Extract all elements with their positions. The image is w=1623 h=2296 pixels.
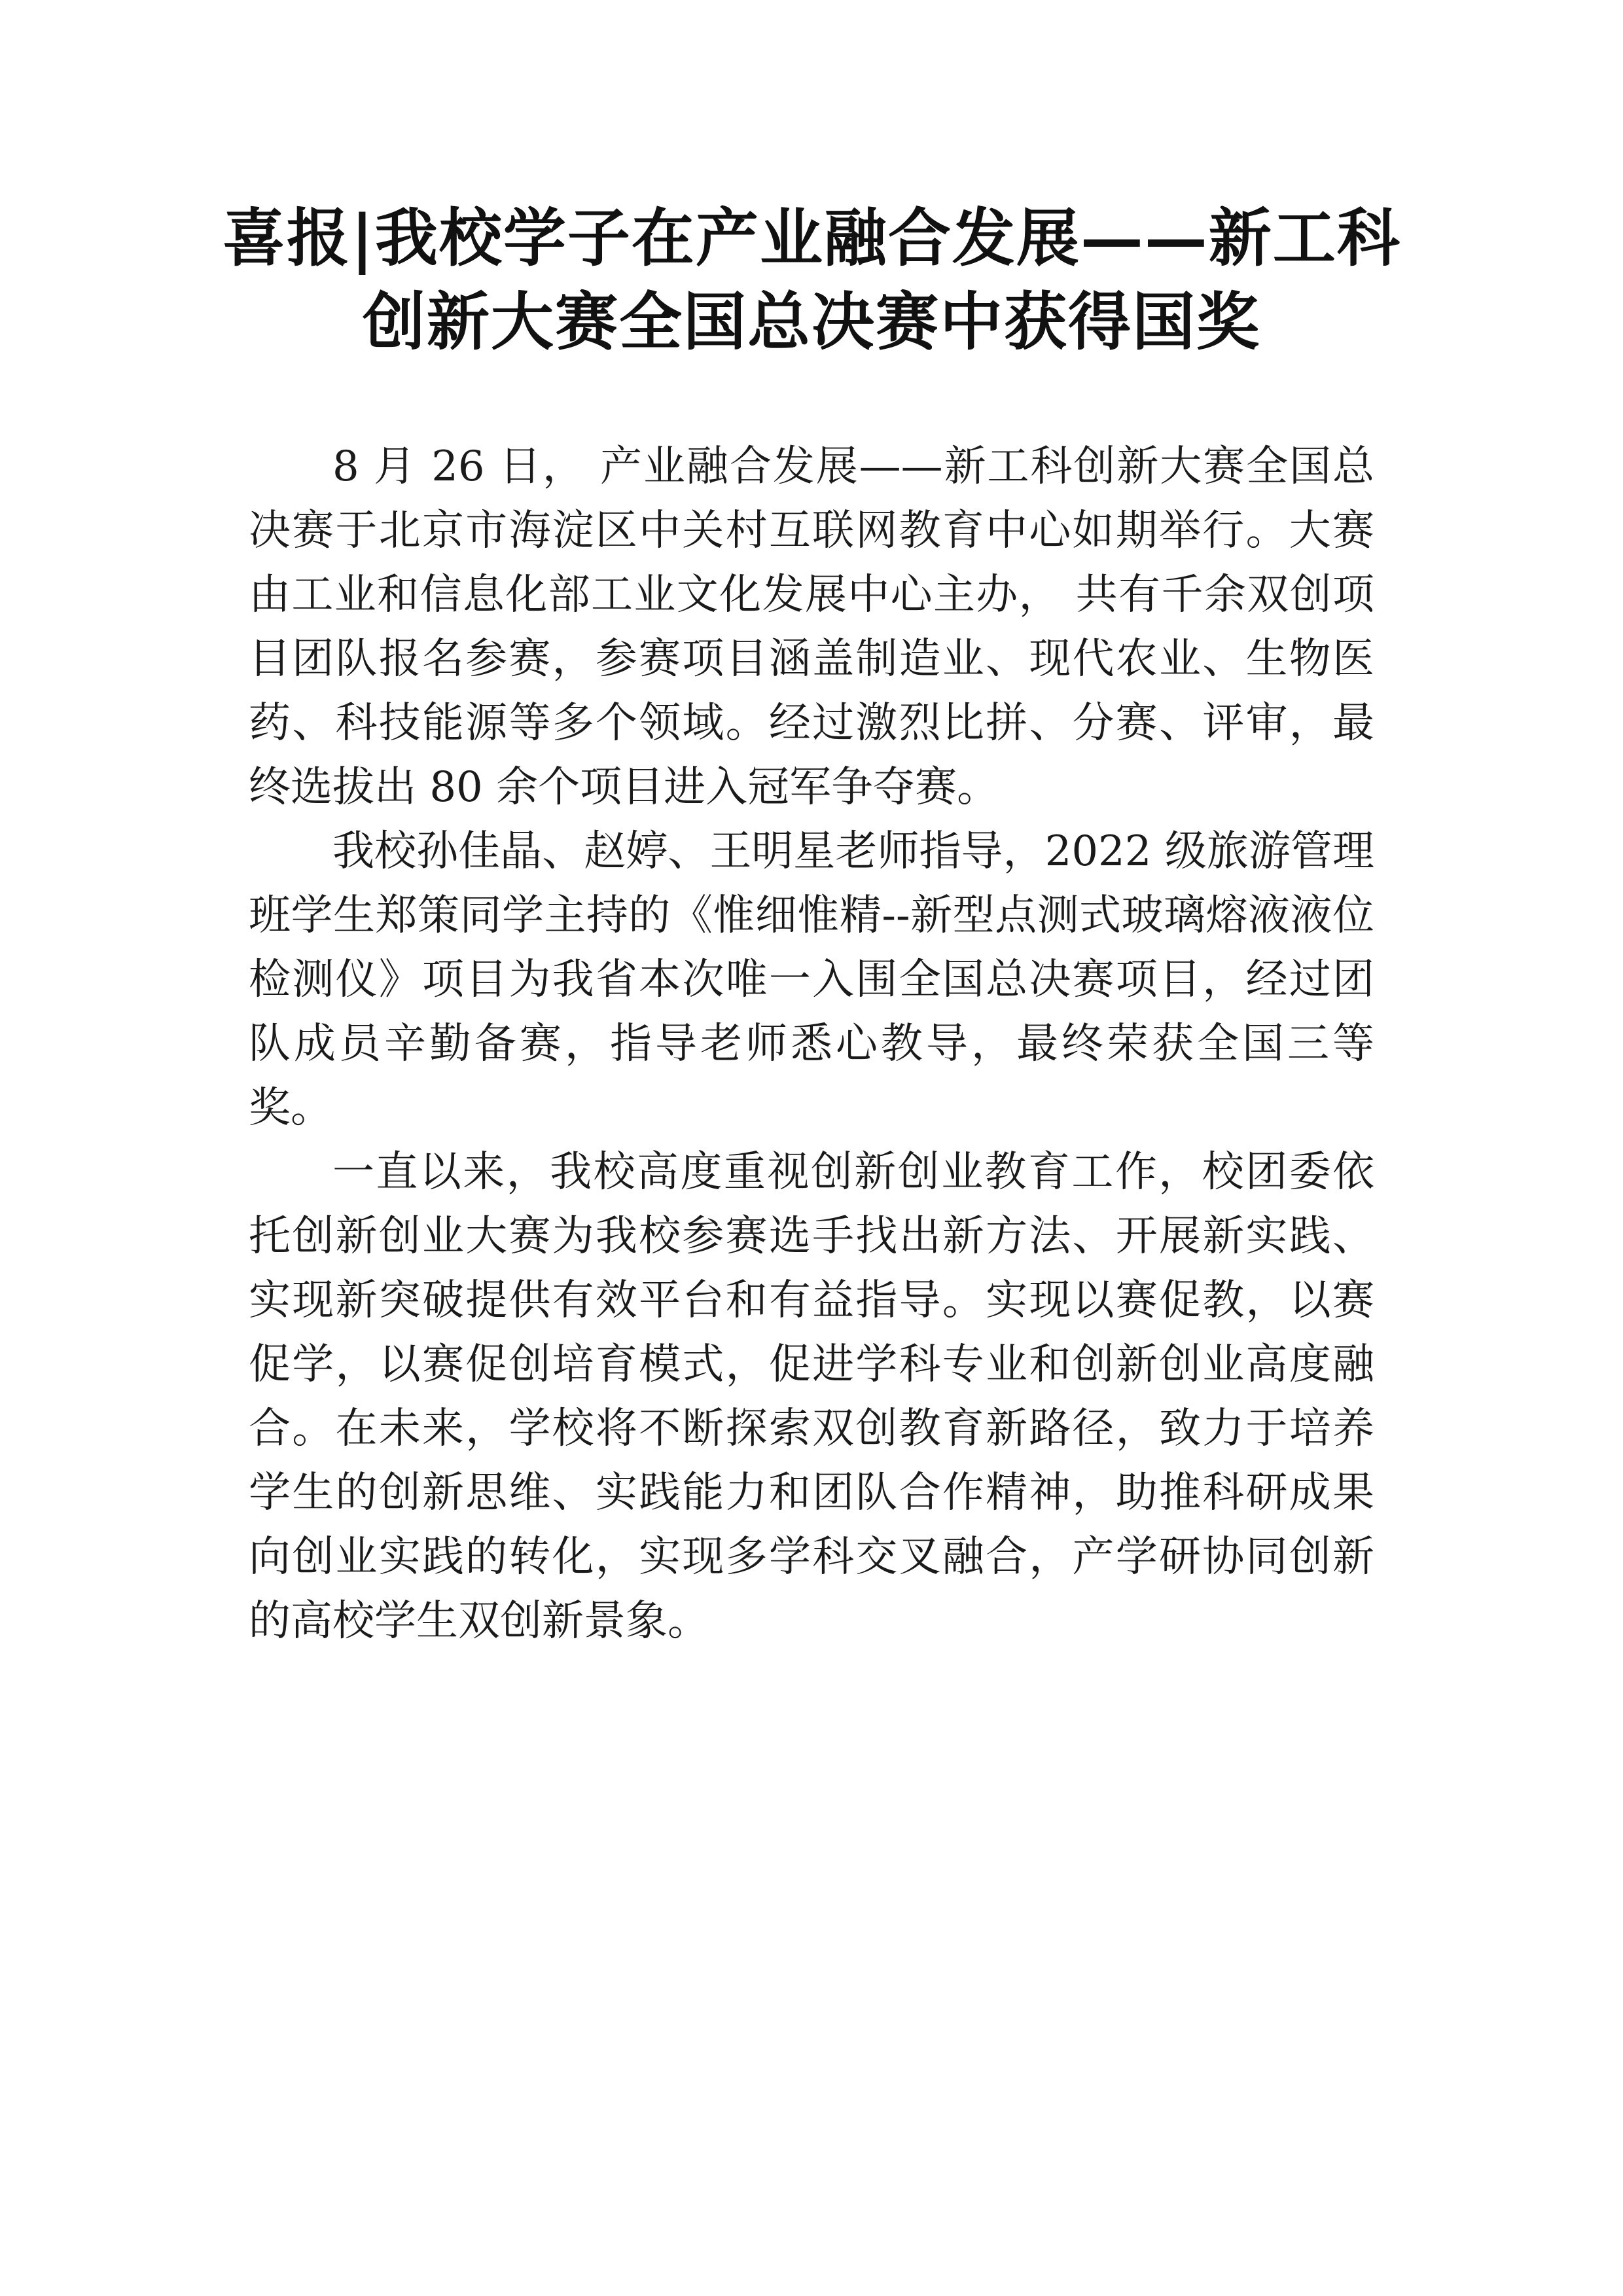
document-body: [249, 435, 1374, 1653]
document-title: [223, 196, 1400, 364]
title-line-2: 创新大赛全国总决赛中获得国奖: [363, 285, 1260, 359]
title-line-1: 喜报|我校学子在产业融合发展——新工科: [223, 201, 1401, 275]
paragraph-2: 我校孙佳晶、赵婷、王明星老师指导，2022 级旅游管理班学生郑策同学主持的《惟细惟精--新型点测式玻璃熔液液位检测仪》项目为我省本次唯一入围全国总决赛项目，经过团队成员辛勤备赛，指导老师悉心教导，最终荣获全国三等奖。: [249, 827, 1374, 1132]
paragraph-3: 一直以来，我校高度重视创新创业教育工作，校团委依托创新创业大赛为我校参赛选手找出新方法、开展新实践、实现新突破提供有效平台和有益指导。实现以赛促教，以赛促学，以赛促创培育模式，促进学科专业和创新创业高度融合。在未来，学校将不断探索双创教育新路径，致力于培养学生的创新思维、实践能力和团队合作精神，助推科研成果向创业实践的转化，实现多学科交叉融合，产学研协同创新的高校学生双创新景象。: [249, 1148, 1374, 1645]
paragraph-1: 8 月 26 日， 产业融合发展——新工科创新大赛全国总决赛于北京市海淀区中关村互联网教育中心如期举行。大赛由工业和信息化部工业文化发展中心主办， 共有千余双创项目团队报名参赛，参赛项目涵盖制造业、现代农业、生物医药、科技能源等多个领域。经过激烈比拼、分赛、评审，最终选拔出 80 余个项目进入冠军争夺赛。: [249, 442, 1374, 812]
